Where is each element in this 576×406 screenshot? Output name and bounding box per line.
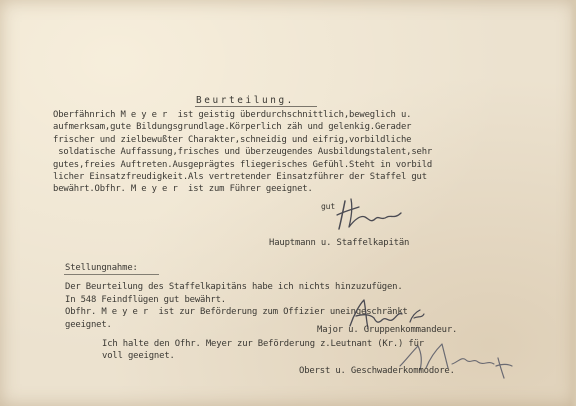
statement-line: geeignet.: [65, 319, 112, 330]
captain-signature: [329, 193, 409, 235]
oberst-line: Ich halte den Ofhr. Meyer zur Beförderung z.Leutnant (Kr.) für: [102, 339, 424, 349]
assessment-line: aufmerksam,gute Bildungsgrundlage.Körperlich zäh und gelenkig.Gerader: [53, 122, 412, 133]
assessment-paragraph: [53, 109, 432, 196]
title-underline: [195, 106, 317, 107]
major-title: Major u. Gruppenkommandeur.: [317, 325, 458, 335]
insert-word: gut: [321, 202, 335, 211]
statement-line: Der Beurteilung des Staffelkapitäns habe ich nichts hinzuzufügen.: [65, 282, 403, 293]
statement-line: In 548 Feindflügen gut bewährt.: [65, 294, 226, 305]
oberst-title: Oberst u. Geschwaderkommodore.: [299, 366, 455, 376]
captain-title: Hauptmann u. Staffelkapitän: [269, 238, 410, 248]
assessment-line: frischer und zielbewußter Charakter,schneidig und eifrig,vorbildliche: [53, 134, 412, 145]
oberst-line: voll geeignet.: [102, 351, 175, 362]
assessment-line: soldatische Auffassung,frisches und überzeugendes Ausbildungstalent,sehr: [53, 147, 433, 158]
assessment-line: gutes,freies Auftreten.Ausgeprägtes fliegerisches Gefühl.Steht in vorbild: [53, 159, 433, 170]
statement-heading: Stellungnahme:: [65, 263, 138, 273]
paper-edge-shadow: [570, 0, 576, 406]
oberst-paragraph: [102, 338, 424, 363]
assessment-line: licher Einsatzfreudigkeit.Als vertretender Einsatzführer der Staffel gut: [53, 172, 427, 183]
statement-line: Obfhr. M e y e r ist zur Beförderung zum Offizier uneingeschränkt: [65, 307, 408, 318]
assessment-line: bewährt.Obfhr. M e y e r ist zum Führer geeignet.: [53, 184, 313, 195]
assessment-line: Oberfähnrich M e y e r ist geistig überdurchschnittlich,beweglich u.: [53, 110, 412, 120]
document-title: Beurteilung.: [196, 95, 295, 106]
